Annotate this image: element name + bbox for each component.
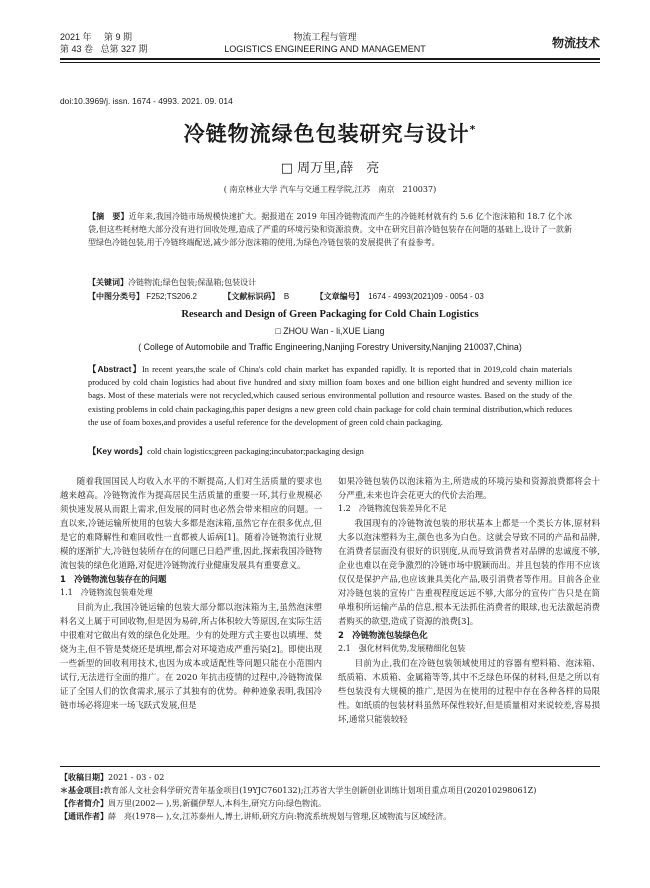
footnote-rule bbox=[60, 766, 600, 767]
classification-line bbox=[88, 290, 572, 303]
clc-value: F252;TS206.2 bbox=[146, 292, 197, 301]
footnote-text: 2021 - 03 - 02 bbox=[108, 773, 165, 782]
keywords-en bbox=[88, 445, 572, 458]
title-footnote-mark: * bbox=[469, 123, 477, 136]
subsection-heading: 1.1 冷链物流包装难处理 bbox=[60, 588, 153, 597]
footnote-item bbox=[60, 810, 600, 823]
abstract-cn-label: 【摘 要】 bbox=[88, 212, 129, 221]
author-en-box: □ bbox=[275, 326, 281, 336]
section-heading: 1 冷链物流包装存在的问题 bbox=[60, 574, 167, 584]
header-rule-thick bbox=[60, 58, 600, 60]
header-issue: 第 9 期 bbox=[104, 32, 133, 42]
clc-label: 【中图分类号】 bbox=[88, 292, 144, 301]
keywords-cn-label: 【关键词】 bbox=[88, 278, 128, 287]
footnote-item bbox=[60, 771, 600, 784]
header-volume: 第 43 卷 bbox=[60, 44, 94, 54]
doi: doi:10.3969/j. issn. 1674 - 4993. 2021. 09. 014 bbox=[60, 96, 233, 106]
body-paragraph: 如果冷链包装仍以泡沫箱为主,所造成的环境污染和资源浪费都将会十分严重,未来也许会花更大的代价去治理。 bbox=[338, 476, 600, 500]
header-year: 2021 年 bbox=[60, 32, 92, 42]
body-left-column bbox=[60, 474, 322, 712]
abstract-en-text: In recent years,the scale of China's cold chain market has expanded rapidly. It is reported that in 2019,cold chain materials produced by cold chain logistics had about five hundred and sixty million foam boxes and one billion eight hundred and seventy million ice bags. Most of these materials were not recycled,which caused serious environmental pollution and resource wastes. Based on the study of the existing problems in cold chain packaging,this paper designs a new green cold chain package for cold chain terminal distribution,which reduces the use of foam boxes,and provides a useful reference for the development of green cold chain packaging. bbox=[88, 365, 572, 427]
footnote-label: 【通讯作者】 bbox=[60, 812, 108, 821]
footnote-label: 【收稿日期】 bbox=[60, 773, 108, 782]
author-box: □ bbox=[280, 161, 293, 176]
abstract-en bbox=[88, 363, 572, 429]
body-right-column bbox=[338, 474, 600, 726]
footnote-item bbox=[60, 784, 600, 797]
keywords-en-text: cold chain logistics;green packaging;incubator;packaging design bbox=[147, 447, 364, 456]
footnote-label: ＊基金项目: bbox=[60, 786, 104, 795]
header-journal-cn: 物流工程与管理 bbox=[293, 32, 357, 42]
header-journal bbox=[200, 31, 450, 55]
affiliation-cn: ( 南京林业大学 汽车与交通工程学院,江苏 南京 210037) bbox=[223, 185, 437, 194]
title-cn: 冷链物流绿色包装研究与设计 bbox=[183, 122, 470, 146]
keywords-en-label: 【Key words】 bbox=[88, 446, 148, 456]
keywords-cn bbox=[88, 276, 572, 289]
authors-cn bbox=[60, 157, 600, 176]
header-total-issue: 总第 327 期 bbox=[100, 44, 148, 54]
footnote-item bbox=[60, 797, 600, 810]
abstract-cn-text: 近年来,我国冷链市场规模快速扩大。据报道在 2019 年国冷链物流而产生的冷链耗材就有约 5.6 亿个泡沫箱和 18.7 亿个冰袋,但这些耗材绝大部分没有进行回收处理,造成了严重的环境污染和资源浪费。文中在研究目前冷链包装存在问题的基础上,设计了一款新型绿色冷链包装,用于冷链终端配送,减少部分泡沫箱的使用,为绿色冷链包装的发展提供了有益参考。 bbox=[88, 212, 572, 248]
doc-code-value: B bbox=[283, 292, 290, 301]
author-en-names: ZHOU Wan - li,XUE Liang bbox=[283, 326, 385, 336]
subsection-heading: 2.1 强化材料优势,发展精细化包装 bbox=[338, 644, 466, 653]
affiliation-en: ( College of Automobile and Traffic Engineering,Nanjing Forestry University,Nanjing 210037,China) bbox=[138, 342, 522, 352]
header-column: 物流技术 bbox=[551, 36, 600, 50]
article-number-label: 【文章编号】 bbox=[315, 292, 364, 301]
body-paragraph: 目前为止,我国冷链运输的包装大部分都以泡沫箱为主,虽然泡沫塑料名义上属于可回收物,但是因为易碎,所占体积较大等原因,在实际生活中很难对它做出有效的绿色化处理。少有的处理方式主要也以填埋、焚烧为主,但不管是焚烧还是填埋,都会对环境造成严重污染[2]。即使出现一些新型的回收利用技术,也因为成本或适配性等问题只能在小范围内试行,无法进行全面的推广。在 2020 年抗击疫情的过程中,冷链物流保证了全国人们的饮食需求,展示了其独有的优势。种种迹象表明,我国冷链市场必将迎来一场飞跃式发展,但是 bbox=[60, 602, 322, 710]
footnote-text: 教育部人文社会科学研究青年基金项目(19YJC760132);江苏省大学生创新创业训练计划项目重点项目(202010298061Z) bbox=[103, 786, 537, 795]
footnote-text: 薛 亮(1978— ),女,江苏泰州人,博士,讲师,研究方向:物流系统规划与管理,区域物流与区域经济。 bbox=[108, 812, 452, 821]
abstract-en-label: 【Abstract】 bbox=[88, 364, 142, 374]
footnote-text: 周万里(2002— ),男,新疆伊犁人,本科生,研究方向:绿色物流。 bbox=[108, 799, 327, 808]
abstract-cn bbox=[88, 210, 572, 250]
doc-code-label: 【文献标识码】 bbox=[223, 292, 280, 301]
body-paragraph: 我国现有的冷链物流包装的形状基本上都是一个类长方体,原材料大多以泡沫塑料为主,颜色也多为白色。这就会导致不同的产品和品牌,在消费者层面没有很好的识别度,从而导致消费者对品牌的忠诚度不够,企业也难以在竞争激烈的冷链市场中脱颖而出。并且包装的作用不应该仅仅是保护产品,也应该兼具美化产品,吸引消费者等作用。目前各企业对冷链包装的宣传广告重视程度远远不够,大部分的宣传广告只是在简单堆积所运输产品的信息,根本无法抓住消费者的眼球,也无法激起消费者购买的欲望,造成了资源的浪费[3]。 bbox=[338, 518, 600, 626]
body-paragraph: 随着我国国民人均收入水平的不断提高,人们对生活质量的要求也越来越高。冷链物流作为提高居民生活质量的重要一环,其行业规模必须快速发展从而跟上需求,但发展的同时也必然会带来相应的问题。一直以来,冷链运输所使用的包装大多都是泡沫箱,虽然它存在很多优点,但是它的难降解性和难回收性一直都被人诟病[1]。随着冷链物流行业规模的逐渐扩大,冷链包装所存在的问题已日趋严重,因此,探索我国冷链物流包装的绿色化道路,对促进冷链物流行业健康发展具有重要意义。 bbox=[60, 476, 322, 570]
subsection-heading: 1.2 冷链物流包装差异化不足 bbox=[338, 504, 447, 513]
footnotes bbox=[60, 771, 600, 823]
section-heading: 2 冷链物流包装绿色化 bbox=[338, 630, 428, 640]
header-rule-thin bbox=[60, 62, 600, 63]
body-paragraph: 目前为止,我们在冷链包装领域使用过的容器有塑料箱、泡沫箱、纸质箱、木质箱、金属箱等等,其中不乏绿色环保的材料,但是之所以有些包装没有大规模的推广,是因为在使用的过程中存在各种各样的局限性。如纸质的包装材料虽然环保性较好,但是质量相对来说较差,容易损坏,通常只能装较轻 bbox=[338, 658, 600, 724]
header-journal-en: LOGISTICS ENGINEERING AND MANAGEMENT bbox=[224, 44, 426, 54]
authors-en bbox=[60, 326, 600, 336]
keywords-cn-text: 冷链物流;绿色包装;保温箱;包装设计 bbox=[128, 278, 257, 287]
author-names: 周万里,薛 亮 bbox=[297, 161, 380, 176]
header-issue-info bbox=[60, 31, 220, 55]
title-en: Research and Design of Green Packaging for Cold Chain Logistics bbox=[181, 309, 479, 320]
page-title bbox=[60, 118, 600, 148]
footnote-label: 【作者简介】 bbox=[60, 799, 108, 808]
article-number-value: 1674 - 4993(2021)09 - 0054 - 03 bbox=[368, 292, 484, 301]
